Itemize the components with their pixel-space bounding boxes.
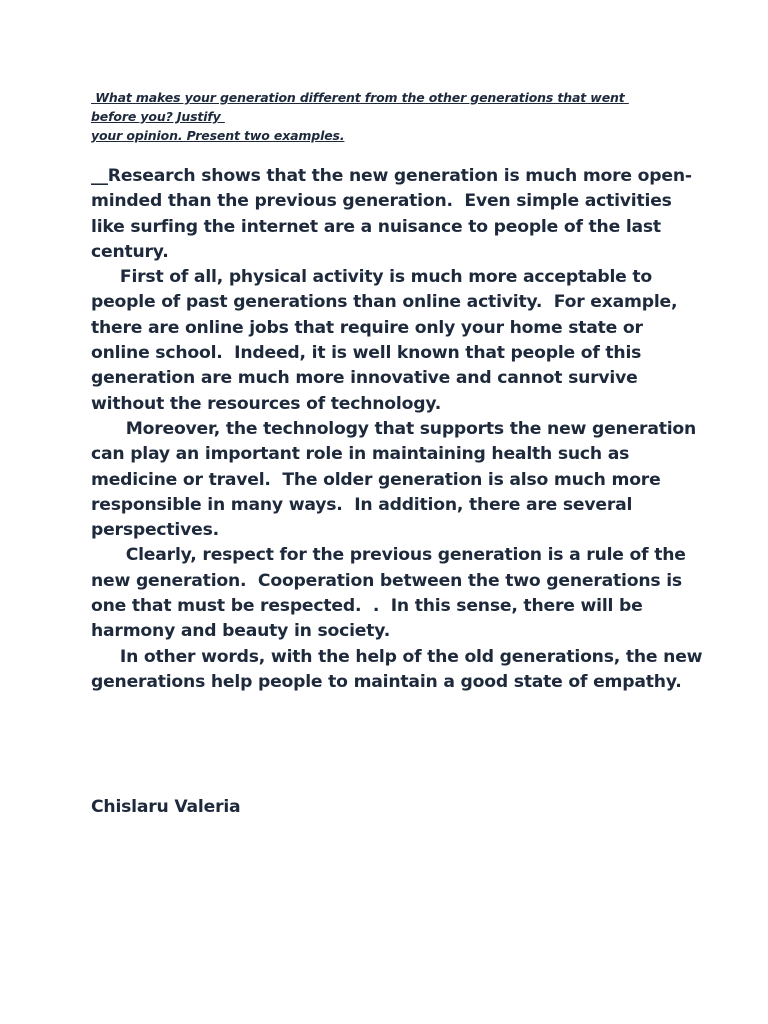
prompt-line: your opinion. Present two examples. xyxy=(91,128,345,143)
prompt-line: before you? Justify xyxy=(91,109,225,124)
essay-line: one that must be respected. . In this sense, there will be xyxy=(91,596,643,617)
essay-line: Clearly, respect for the previous generation is a rule of the xyxy=(91,545,686,566)
essay-line: In other words, with the help of the old generations, the new xyxy=(91,646,703,667)
essay-line: can play an important role in maintaining health such as xyxy=(91,444,630,465)
essay-line: century. xyxy=(91,241,169,262)
essay-body xyxy=(91,164,703,695)
essay-line: online school. Indeed, it is well known that people of this xyxy=(91,343,642,364)
prompt-line: What makes your generation different from the other generations that went xyxy=(91,90,629,105)
essay-line: responsible in many ways. In addition, there are several xyxy=(91,494,633,515)
essay-prompt xyxy=(91,88,651,145)
essay-line: new generation. Cooperation between the two generations is xyxy=(91,570,682,591)
essay-line: there are online jobs that require only your home state or xyxy=(91,317,643,338)
essay-line: perspectives. xyxy=(91,520,219,541)
essay-line: Moreover, the technology that supports the new generation xyxy=(91,418,697,439)
essay-line: like surfing the internet are a nuisance to people of the last xyxy=(91,216,661,237)
essay-line: __Research shows that the new generation is much more open- xyxy=(91,166,692,186)
essay-line: without the resources of technology. xyxy=(91,393,442,414)
essay-line: generations help people to maintain a good state of empathy. xyxy=(91,671,682,692)
essay-line: people of past generations than online activity. For example, xyxy=(91,292,678,313)
essay-line: minded than the previous generation. Even simple activities xyxy=(91,191,672,212)
essay-line: generation are much more innovative and cannot survive xyxy=(91,368,638,389)
essay-line: harmony and beauty in society. xyxy=(91,621,391,642)
essay-line: First of all, physical activity is much more acceptable to xyxy=(91,267,653,288)
essay-line: medicine or travel. The older generation is also much more xyxy=(91,469,661,490)
author-signature: Chislaru Valeria xyxy=(91,797,241,817)
